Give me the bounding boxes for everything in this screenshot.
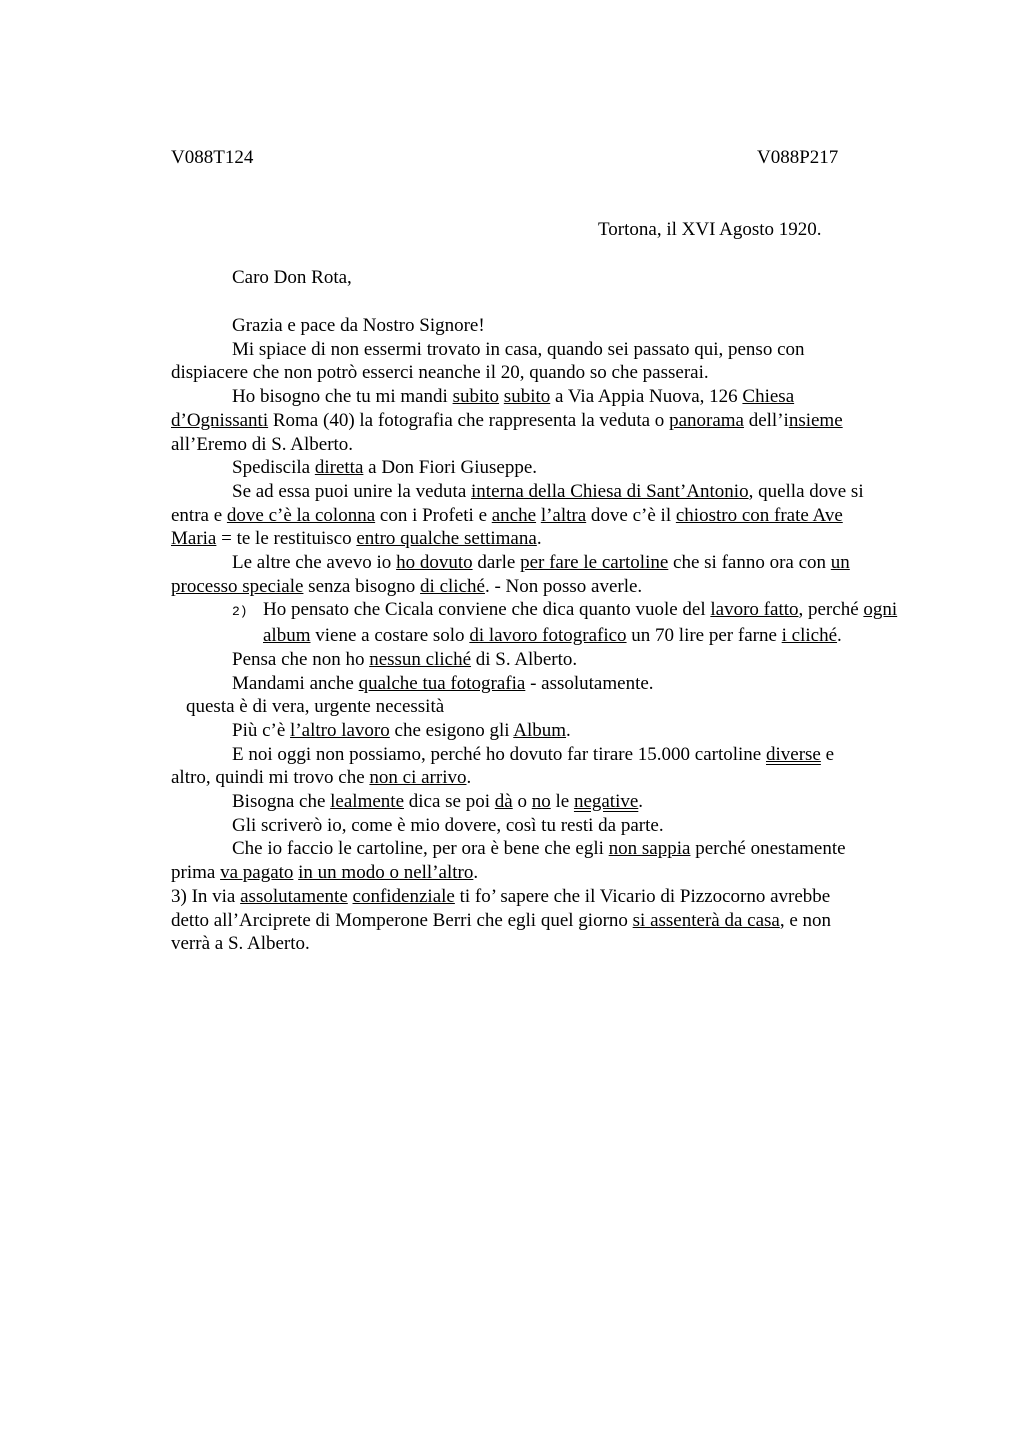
paragraph-8: Pensa che non ho nessun cliché di S. Alberto. — [232, 648, 578, 670]
paragraph-14: Gli scriverò io, come è mio dovere, così tu resti da parte. — [232, 814, 664, 836]
paragraph-11: Più c’è l’altro lavoro che esigono gli Album. — [232, 719, 571, 741]
paragraph-numbered-2: 2) Ho pensato che Cicala conviene che dica quanto vuole del lavoro fatto, perché ogni album viene a costare solo di lavoro fotografico un 70 lire per farne i cliché. — [232, 599, 898, 647]
paragraph-greeting: Grazia e pace da Nostro Signore! — [232, 315, 485, 336]
letter-date: Tortona, il XVI Agosto 1920. — [598, 219, 822, 240]
paragraph-numbered-3: 3) In via assolutamente confidenziale ti fo’ sapere che il Vicario di Pizzocorno avrebbe detto all’Arciprete di Momperone Berri che egli quel giorno si assenterà da casa, e non verrà a S. Alberto. — [171, 885, 832, 955]
document-code-right: V088P217 — [757, 147, 839, 168]
paragraph-13: Bisogna che lealmente dica se poi dà o no le negative. — [232, 791, 644, 813]
paragraph-6: Le altre che avevo io ho dovuto darle per fare le cartoline che si fanno ora con un processo speciale senza bisogno di cliché. - Non posso averle. — [171, 552, 850, 597]
paragraph-3: Ho bisogno che tu mi mandi subito subito a Via Appia Nuova, 126 Chiesa d’Ognissanti Roma (40) la fotografia che rappresenta la veduta o panorama dell’insieme all’Eremo di S. Alberto. — [171, 386, 843, 455]
paragraph-9: Mandami anche qualche tua fotografia - assolutamente. — [232, 672, 654, 694]
paragraph-12: E noi oggi non possiamo, perché ho dovuto far tirare 15.000 cartoline diverse e altro, quindi mi trovo che non ci arrivo. — [171, 743, 835, 789]
paragraph-2: Mi spiace di non essermi trovato in casa, quando sei passato qui, penso con dispiacere che non potrò esserci neanche il 20, quando so che passerai. — [171, 338, 805, 384]
list-number: 2) — [232, 604, 248, 620]
paragraph-4: Spediscila diretta a Don Fiori Giuseppe. — [232, 457, 538, 479]
paragraph-15: Che io faccio le cartoline, per ora è bene che egli non sappia perché onestamente prima va pagato in un modo o nell’altro. — [171, 838, 846, 884]
salutation: Caro Don Rota, — [232, 267, 352, 288]
letter-body — [171, 314, 931, 956]
paragraph-10: questa è di vera, urgente necessità — [186, 696, 445, 718]
paragraph-5: Se ad essa puoi unire la veduta interna della Chiesa di Sant’Antonio, quella dove si entra e dove c’è la colonna con i Profeti e anche l’altra dove c’è il chiostro con frate Ave Maria = te le restituisco entro qualche settimana. — [171, 480, 864, 550]
document-code-left: V088T124 — [171, 147, 254, 168]
